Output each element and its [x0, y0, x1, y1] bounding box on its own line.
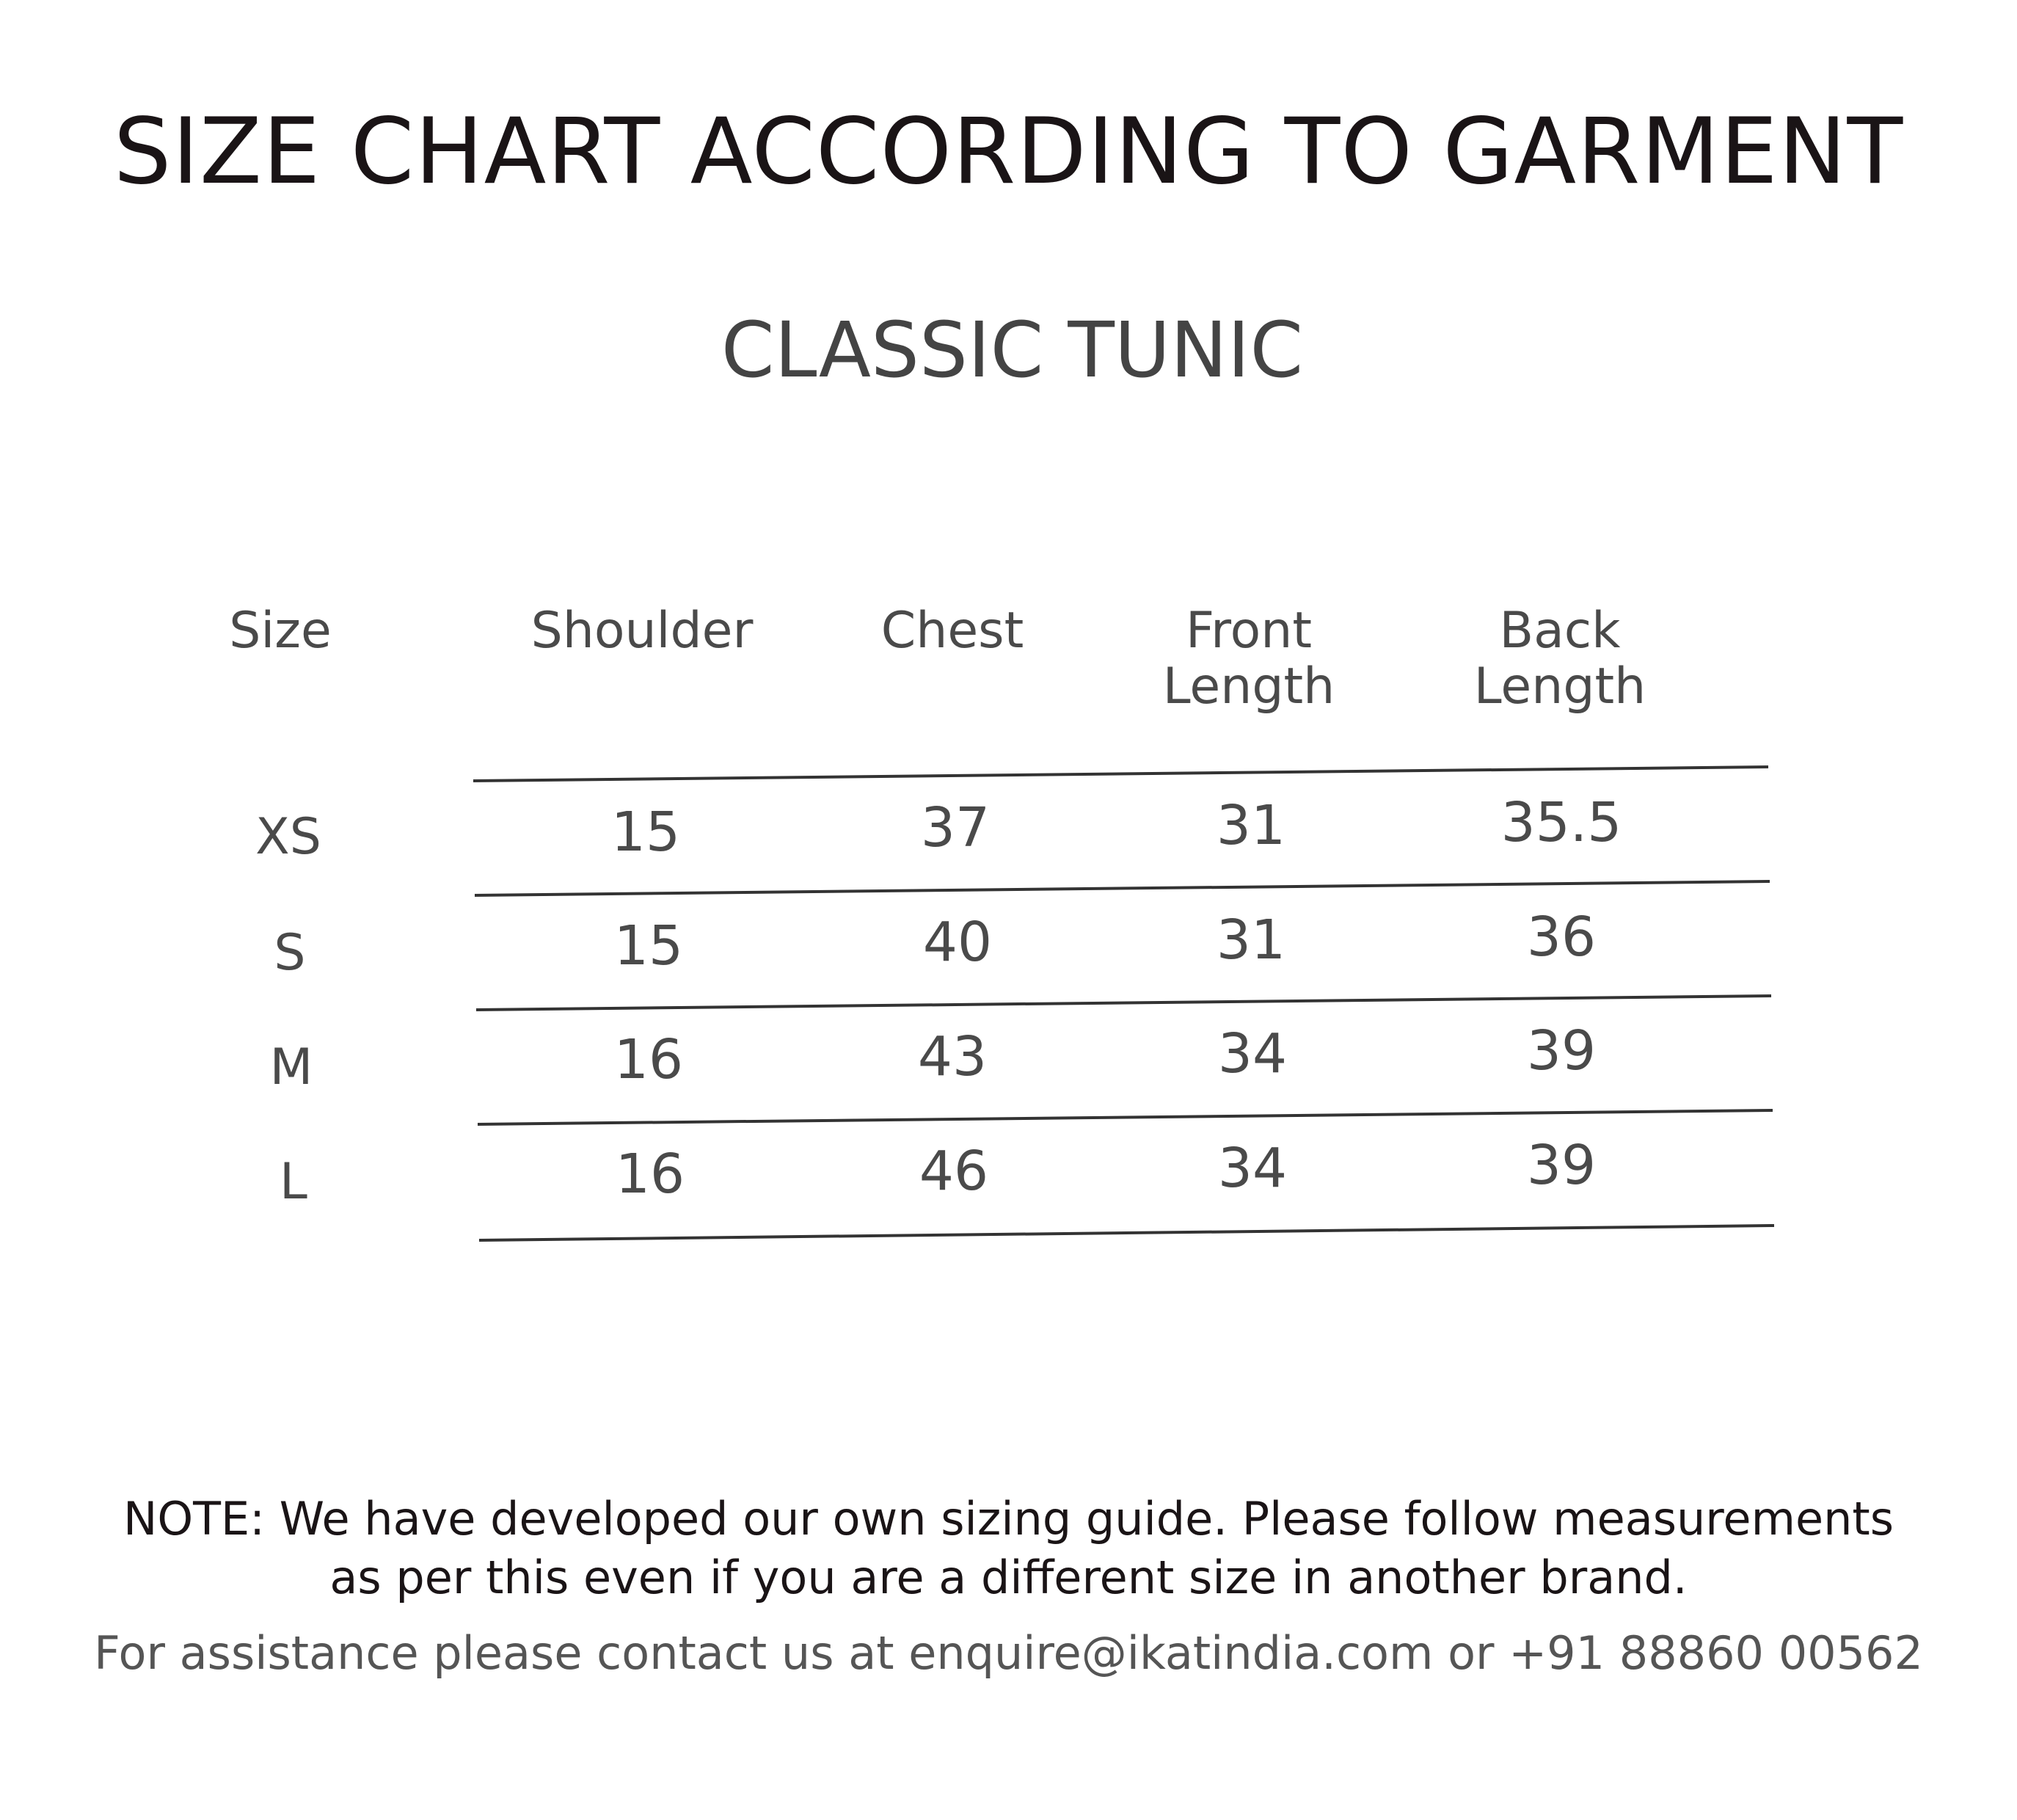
page-title: SIZE CHART ACCORDING TO GARMENT: [113, 99, 1904, 205]
row-front-length: 34: [1217, 1137, 1288, 1200]
row-size: L: [280, 1153, 307, 1211]
row-chest: 40: [922, 911, 993, 974]
sizing-note-line2: as per this even if you are a different size in another brand.: [329, 1551, 1688, 1604]
header-shoulder: Shoulder: [530, 602, 754, 660]
row-chest: 46: [919, 1140, 989, 1203]
header-back-length-line2: Length: [1473, 658, 1646, 716]
row-back-length: 39: [1526, 1134, 1597, 1197]
row-front-length: 34: [1217, 1022, 1288, 1085]
row-shoulder: 16: [615, 1143, 685, 1206]
row-back-length: 39: [1526, 1019, 1597, 1082]
header-back-length: [1474, 603, 1646, 715]
header-chest: Chest: [880, 602, 1024, 660]
row-divider: [478, 1110, 1773, 1124]
row-size: XS: [255, 808, 321, 866]
row-back-length: 36: [1526, 906, 1597, 969]
sizing-note: [0, 1490, 2017, 1607]
row-size: M: [269, 1038, 313, 1096]
row-divider: [476, 996, 1771, 1010]
header-back-length-line1: Back: [1499, 602, 1621, 660]
contact-info: For assistance please contact us at enquire@ikatindia.com or +91 88860 00562: [94, 1626, 1923, 1680]
header-front-length-line1: Front: [1185, 602, 1312, 660]
row-chest: 43: [917, 1025, 988, 1088]
row-divider: [473, 767, 1768, 781]
row-back-length: 35.5: [1500, 791, 1622, 854]
header-front-length-line2: Length: [1162, 658, 1335, 716]
row-size: S: [274, 924, 306, 982]
row-divider: [475, 881, 1770, 895]
row-front-length: 31: [1216, 794, 1286, 857]
sizing-note-line1: NOTE: We have developed our own sizing guide. Please follow measurements: [123, 1492, 1894, 1546]
row-shoulder: 15: [613, 914, 684, 978]
row-front-length: 31: [1216, 909, 1286, 972]
row-shoulder: 16: [613, 1028, 684, 1091]
garment-name: CLASSIC TUNIC: [721, 305, 1304, 395]
header-size: Size: [229, 602, 332, 660]
header-front-length: [1163, 603, 1335, 715]
row-divider: [479, 1226, 1774, 1240]
row-shoulder: 15: [610, 801, 681, 864]
row-chest: 37: [920, 796, 991, 859]
